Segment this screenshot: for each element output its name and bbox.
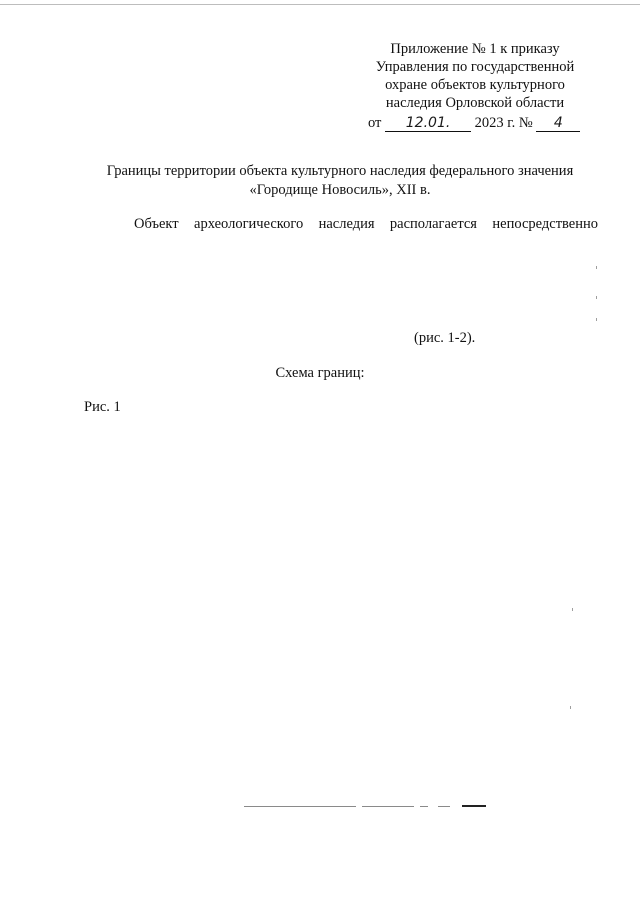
scan-artifact-line: [244, 806, 356, 807]
figure-label: Рис. 1: [84, 399, 121, 415]
scan-speck: [596, 266, 597, 269]
order-reference: [360, 114, 590, 132]
appendix-header: [360, 40, 590, 132]
scan-artifact-line: [438, 806, 450, 807]
title-line-2: «Городище Новосиль», XII в.: [249, 182, 431, 198]
title-line-1: Границы территории объекта культурного наследия федерального значения: [106, 163, 574, 179]
appendix-line-3: охране объектов культурного: [385, 77, 565, 93]
appendix-line-2: Управления по государственной: [375, 59, 575, 75]
scan-artifact-line: [420, 806, 428, 807]
scan-speck: [572, 608, 573, 611]
redacted-text-fragment: [80, 226, 600, 240]
figure-reference: (рис. 1-2).: [414, 330, 476, 346]
scan-speck: [596, 296, 597, 299]
scan-artifact-line: [462, 805, 486, 807]
scheme-title: Схема границ:: [275, 365, 365, 381]
appendix-line-1: Приложение № 1 к приказу: [390, 41, 560, 57]
scan-speck: [596, 318, 597, 321]
scan-top-edge: [0, 4, 640, 5]
scan-artifact-line: [362, 806, 414, 807]
body-paragraph-start: Объект археологического наследия располагается непосредственно: [134, 216, 598, 232]
document-title: [60, 162, 620, 200]
order-year-text: 2023 г. №: [474, 115, 533, 131]
appendix-line-4: наследия Орловской области: [385, 95, 565, 111]
order-number-handwritten: 4: [536, 115, 580, 132]
order-date-handwritten: 12.01.: [385, 115, 471, 132]
order-from-label: от: [368, 115, 382, 131]
scan-speck: [570, 706, 571, 709]
